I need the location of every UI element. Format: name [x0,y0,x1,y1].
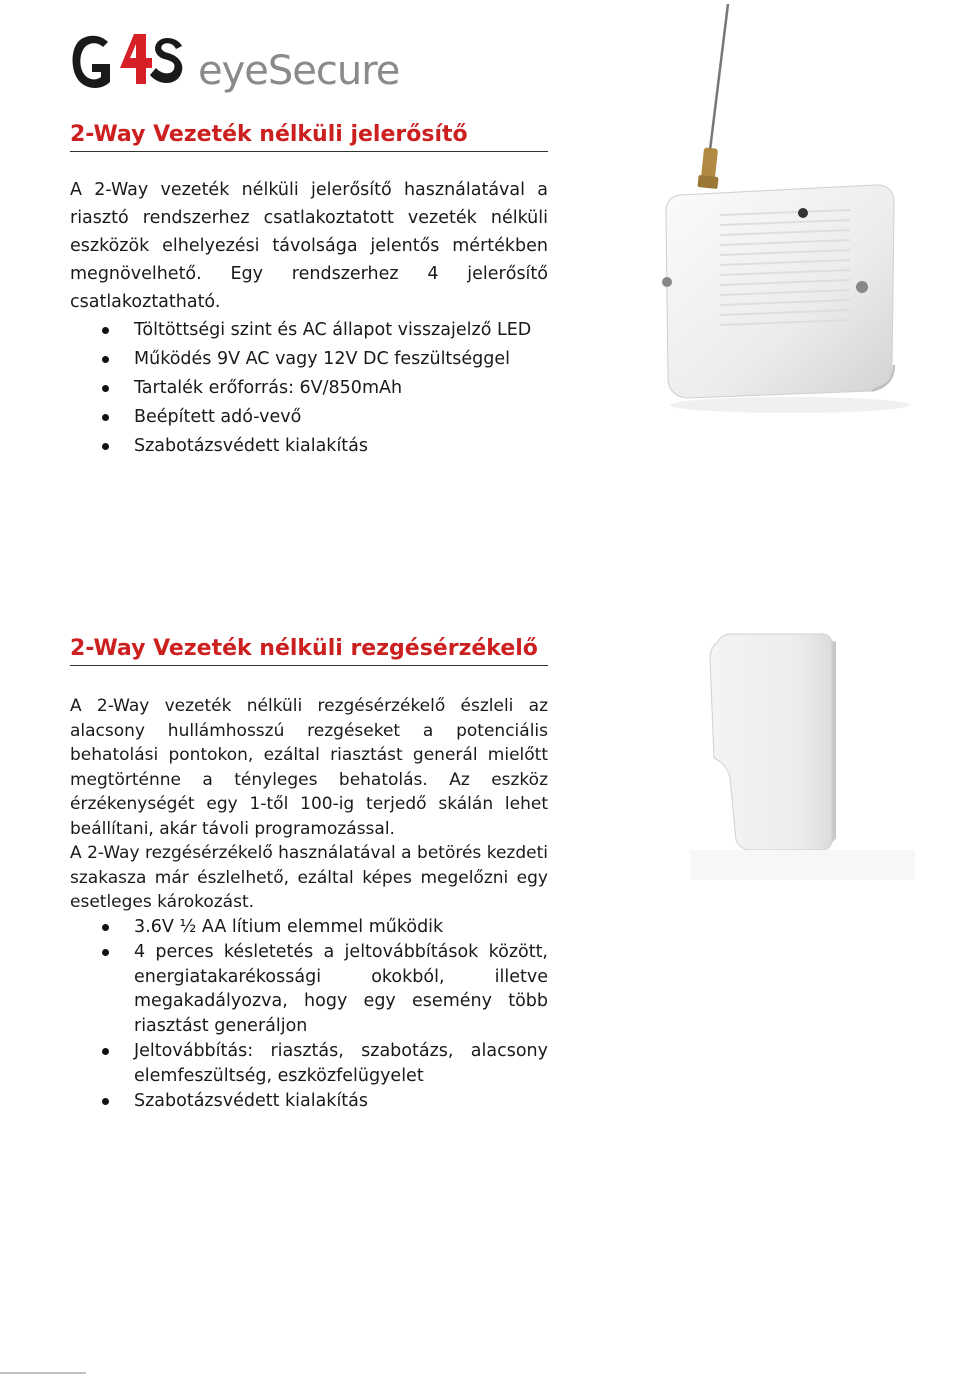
section-wireless-repeater [70,122,548,461]
list-item: Töltöttségi szint és AC állapot visszajelző LED [70,316,548,345]
section-paragraph: A 2-Way vezeték nélküli rezgésérzékelő észleli az alacsony hullámhosszú rezgéseket a potenciális behatolási pontokon, ezáltal riasztást generál mielőtt megtörténne a tényleges behatolás. Az eszköz érzékenységét egy 1-től 100-ig terjedő skálán lehet beállítani, akár távoli programozással. [70,696,548,839]
logo [68,28,398,106]
list-item: Szabotázsvédett kialakítás [70,432,548,461]
section-title: 2-Way Vezeték nélküli rezgésérzékelő [70,636,548,666]
list-item: Szabotázsvédett kialakítás [70,1089,548,1114]
section-title: 2-Way Vezeték nélküli jelerősítő [70,122,548,152]
page-divider [0,1372,86,1374]
list-item: Jeltovábbítás: riasztás, szabotázs, alacsony elemfeszültség, eszközfelügyelet [70,1039,548,1088]
list-item: Tartalék erőforrás: 6V/850mAh [70,374,548,403]
g4s-logo-icon [68,28,188,100]
logo-wordmark: eyeSecure [198,48,400,94]
list-item: Beépített adó-vevő [70,403,548,432]
list-item: 4 perces késletetés a jeltovábbítások között, energiatakarékossági okokból, illetve megakadályozva, hogy egy esemény több riasztást generáljon [70,940,548,1038]
feature-list [70,915,548,1114]
section-vibration-sensor [70,636,548,1115]
section-paragraph: A 2-Way rezgésérzékelő használatával a betörés kezdeti szakasza már észlelhető, ezáltal képes megelőzni egy esetleges károkozást. [70,843,548,912]
vibration-sensor-device-image [690,628,915,883]
list-item: 3.6V ½ AA lítium elemmel működik [70,915,548,940]
list-item: Működés 9V AC vagy 12V DC feszültséggel [70,345,548,374]
feature-list [70,316,548,461]
section-paragraph: A 2-Way vezeték nélküli jelerősítő használatával a riasztó rendszerhez csatlakoztatott vezeték nélküli eszközök elhelyezési távolsága jelentős mértékben megnövelhető. Egy rendszerhez 4 jelerősítő csatlakoztatható. [70,180,548,312]
wireless-repeater-device-image [640,0,960,420]
